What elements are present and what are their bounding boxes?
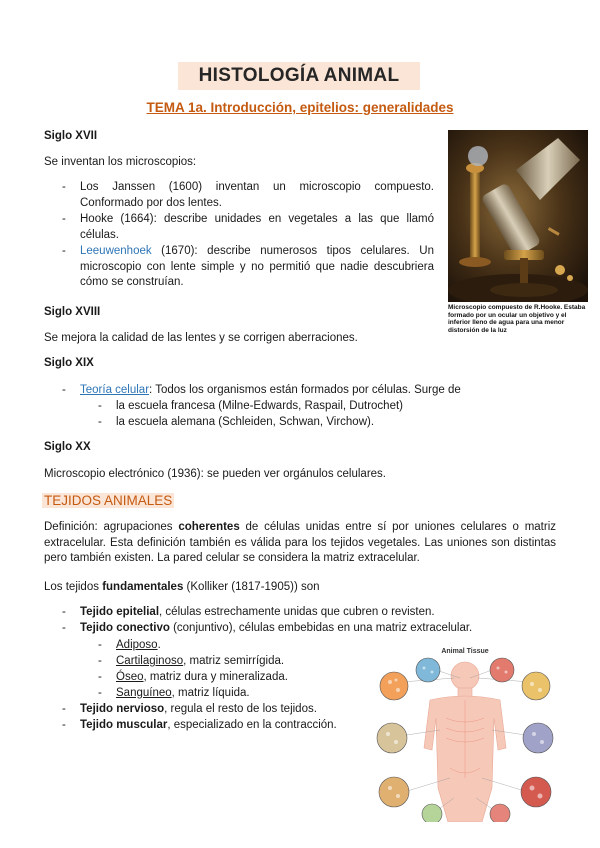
heading-siglo-xvii: Siglo XVII [44,130,98,142]
siglo-xvii-intro: Se inventan los microscopios: [44,156,197,168]
siglo-xx-text: Microscopio electrónico (1936): se pueden ver orgánulos celulares. [44,468,386,480]
leeuwenhoek-link[interactable]: Leeuwenhoek [80,245,152,257]
list-item: - Adiposo. [98,639,161,651]
teoria-celular-link[interactable]: Teoría celular [80,384,150,396]
tejidos-fundamentales: Los tejidos fundamentales (Kolliker (1817-1905)) son [44,581,320,593]
list-item: - Óseo, matriz dura y mineralizada. [98,671,288,683]
list-item: - Leeuwenhoek (1670): describe numerosos tipos celulares. Un microscopio con lente simple y no permitió que nadie descubriera cómo se construían. [62,245,434,288]
heading-siglo-xviii: Siglo XVIII [44,306,101,318]
list-item: - Los Janssen (1600) inventan un microscopio compuesto. Conformado por dos lentes. [62,181,434,209]
page-title: HISTOLOGÍA ANIMAL [178,62,420,90]
hooke-microscope-image [448,130,588,302]
section-heading-tejidos: TEJIDOS ANIMALES [44,493,173,508]
list-item: - Tejido nervioso, regula el resto de los tejidos. [62,703,317,715]
list-item: - Teoría celular: Todos los organismos están formados por células. Surge de [62,384,461,396]
animal-tissue-image [374,648,556,822]
siglo-xviii-text: Se mejora la calidad de las lentes y se corrigen aberraciones. [44,332,358,344]
list-item: - la escuela alemana (Schleiden, Schwan, Virchow). [98,416,375,428]
list-item: - Cartilaginoso, matriz semirrígida. [98,655,285,667]
list-item: - Tejido conectivo (conjuntivo), células embebidas en una matriz extracelular. [62,622,473,634]
image-caption: Microscopio compuesto de R.Hooke. Estaba formado por un ocular un objetivo y el inferior lleno de agua para una menor distorsión de la luz [448,304,586,334]
page-subtitle: TEMA 1a. Introducción, epitelios: generalidades [146,100,454,115]
animal-tissue-title: Animal Tissue [441,648,489,655]
heading-siglo-xix: Siglo XIX [44,357,94,369]
list-item: - la escuela francesa (Milne-Edwards, Raspail, Dutrochet) [98,400,403,412]
list-item: - Tejido epitelial, células estrechamente unidas que cubren o revisten. [62,606,435,618]
list-item: - Tejido muscular, especializado en la contracción. [62,719,337,731]
tejidos-definition: Definición: agrupaciones coherentes de células unidas entre sí por uniones celulares o matriz extracelular. Esta definición también es válida para los tejidos vegetales. Las uniones son distintas pero también existen. La pared celular se considera la matriz extracelular. [44,521,556,564]
list-item: - Hooke (1664): describe unidades en vegetales a las que llamó células. [62,213,434,241]
heading-siglo-xx: Siglo XX [44,441,91,453]
list-item: - Sanguíneo, matriz líquida. [98,687,250,699]
